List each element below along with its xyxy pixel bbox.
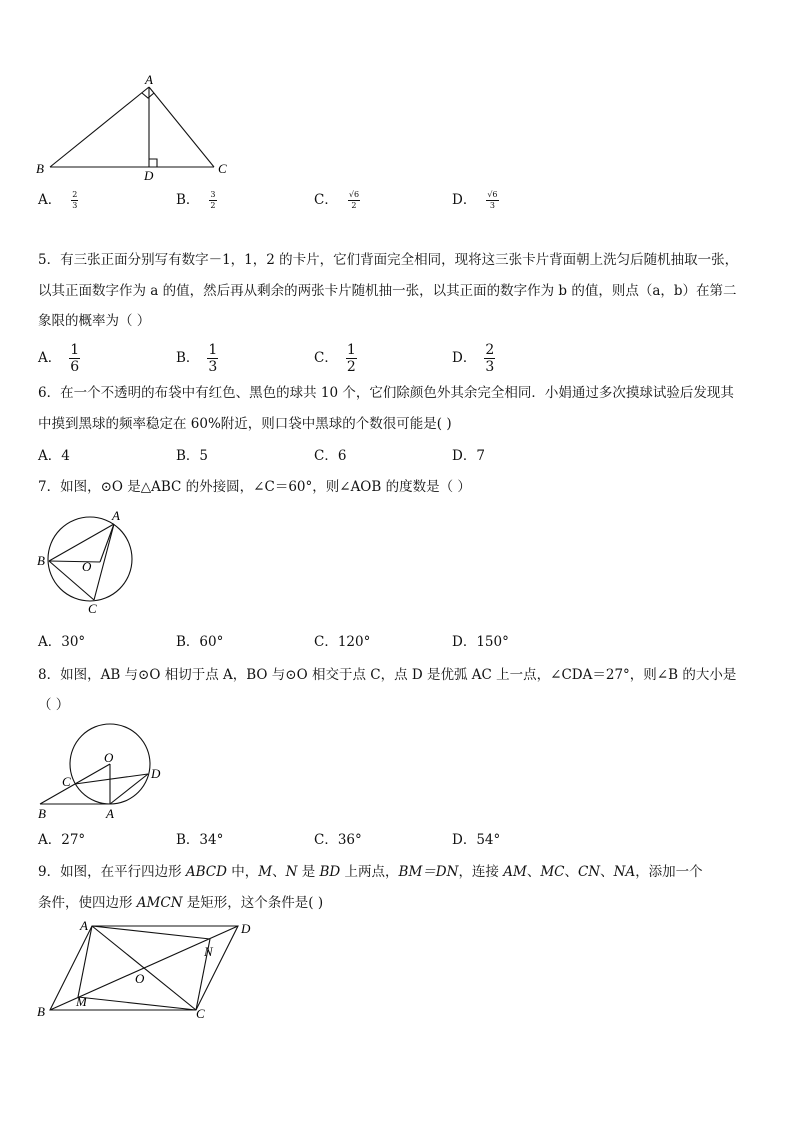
q8-label-O: O — [104, 750, 114, 765]
fig4-label-A: A — [145, 72, 153, 87]
q8-label-A: A — [106, 806, 114, 821]
q8-option-a[interactable]: A．27° — [38, 832, 86, 848]
q8-text-line-2: （ ） — [38, 697, 70, 713]
q5-option-a[interactable]: A． $\frac{1}{6}$ — [38, 342, 80, 375]
q4-option-b[interactable]: B． $\frac{3}{2}$ — [176, 190, 216, 210]
q4-triangle-figure — [30, 72, 240, 182]
q8-text-line-1: 8．如图，AB 与⊙O 相切于点 A，BO 与⊙O 相交于点 C，点 D 是优弧 AC 上一点，∠CDA＝27°，则∠B 的大小是 — [38, 667, 737, 683]
q8-tangent-figure — [30, 722, 170, 822]
q7-label-A: A — [112, 508, 120, 523]
q4-option-c[interactable]: C． $\frac{√6}{2}$ — [314, 190, 360, 210]
q9-label-M: M — [76, 994, 87, 1009]
q6-option-d[interactable]: D．7 — [452, 448, 485, 464]
q7-label-O: O — [82, 559, 92, 574]
q5-option-c[interactable]: C． $\frac{1}{2}$ — [314, 342, 356, 375]
q5-option-b[interactable]: B． $\frac{1}{3}$ — [176, 342, 218, 375]
q7-text: 7．如图，⊙O 是△ABC 的外接圆，∠C＝60°，则∠AOB 的度数是（ ） — [38, 479, 471, 495]
q9-label-B: B — [37, 1004, 45, 1019]
q5-text-line-3: 象限的概率为（ ） — [38, 313, 151, 329]
q8-option-b[interactable]: B．34° — [176, 832, 224, 848]
q7-label-C: C — [88, 601, 97, 616]
q4-option-a[interactable]: A． $\frac{2}{3}$ — [38, 190, 78, 210]
q7-option-a[interactable]: A．30° — [38, 634, 86, 650]
q4-option-d[interactable]: D． $\frac{√6}{3}$ — [452, 190, 498, 210]
q9-label-N: N — [204, 944, 213, 959]
q6-option-b[interactable]: B．5 — [176, 448, 209, 464]
q7-option-d[interactable]: D．150° — [452, 634, 509, 650]
q7-option-c[interactable]: C．120° — [314, 634, 371, 650]
q9-label-D: D — [241, 921, 251, 936]
q6-option-a[interactable]: A．4 — [38, 448, 70, 464]
q9-text-line-2: 条件，使四边形 AMCN 是矩形，这个条件是( ) — [38, 895, 324, 911]
fig4-label-D: D — [144, 168, 154, 182]
q5-text-line-1: 5．有三张正面分别写有数字－1，1，2 的卡片，它们背面完全相同，现将这三张卡片背面朝上洗匀后随机抽取一张， — [38, 252, 739, 268]
q8-option-c[interactable]: C．36° — [314, 832, 362, 848]
q8-label-B: B — [38, 806, 46, 821]
q9-label-O: O — [135, 971, 145, 986]
q6-option-c[interactable]: C．6 — [314, 448, 347, 464]
q7-circle-figure — [30, 505, 150, 620]
q9-label-C: C — [196, 1006, 205, 1021]
q5-option-d[interactable]: D． $\frac{2}{3}$ — [452, 342, 495, 375]
fig4-label-C: C — [218, 161, 227, 176]
q9-text-line-1: 9．如图，在平行四边形 ABCD 中，M、N 是 BD 上两点，BM＝DN，连接 AM、MC、CN、NA，添加一个 — [38, 864, 703, 880]
q5-text-line-2: 以其正面数字作为 a 的值，然后再从剩余的两张卡片随机抽一张，以其正面的数字作为 b 的值，则点（a，b）在第二 — [38, 283, 737, 299]
q7-option-b[interactable]: B．60° — [176, 634, 224, 650]
q8-label-D: D — [151, 766, 161, 781]
q8-option-d[interactable]: D．54° — [452, 832, 501, 848]
q9-label-A: A — [80, 918, 88, 933]
q8-label-C: C — [62, 774, 71, 789]
q7-label-B: B — [37, 553, 45, 568]
q9-parallelogram-figure — [30, 918, 270, 1023]
q6-text-line-1: 6．在一个不透明的布袋中有红色、黑色的球共 10 个，它们除颜色外其余完全相同．小娟通过多次摸球试验后发现其 — [38, 385, 734, 401]
q6-text-line-2: 中摸到黑球的频率稳定在 60%附近，则口袋中黑球的个数很可能是( ) — [38, 416, 452, 432]
fig4-label-B: B — [36, 161, 44, 176]
